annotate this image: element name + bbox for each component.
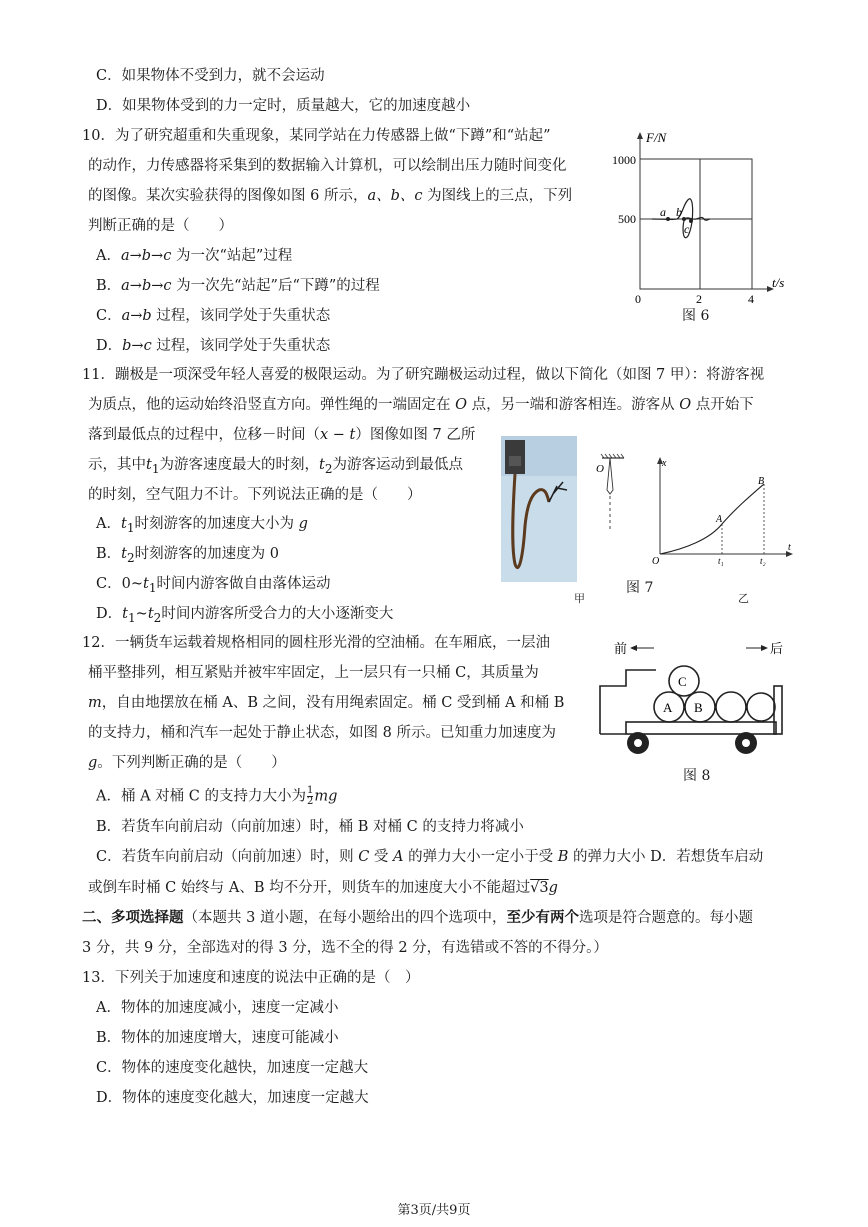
q11-option-c: C．$0\sim t_1$时间内游客做自由落体运动 — [96, 576, 331, 595]
page-footer: 第3页/共9页 — [397, 1203, 471, 1218]
section-2-heading-line1: 二、多项选择题（本题共 3 道小题，在每小题给出的四个选项中，至少有两个选项是符合题意的。每小题 — [82, 909, 753, 926]
fig6-x-tick-4: 4 — [748, 292, 754, 304]
q12-stem-line4: 的支持力，桶和汽车一起处于静止状态，如图 8 所示。已知重力加速度为 — [88, 725, 556, 741]
q13-stem: 13．下列关于加速度和速度的说法中正确的是（ ） — [82, 970, 420, 986]
fig7-ceiling-hatch — [601, 454, 624, 458]
fig7-axis-t-label: t — [788, 542, 791, 553]
q12-stem-line2: 桶平整排列，相互紧贴并被牢牢固定，上一层只有一只桶 C，其质量为 — [88, 665, 539, 681]
q9-option-d: D．如果物体受到的力一定时，质量越大，它的加速度越小 — [96, 98, 471, 114]
figure-8-truck-diagram — [596, 636, 790, 760]
q12-option-a: A．桶 A 对桶 C 的支持力大小为 $\frac{1}{2}$ mg — [96, 785, 338, 807]
fig7-t1-label: t₁ — [718, 556, 724, 566]
q12-option-d-continued: 或倒车时桶 C 始终与 A、B 均不分开，则货车的加速度大小不能超过√3g — [88, 880, 558, 896]
fig6-point-c — [689, 219, 693, 223]
section-2-heading-line2: 3 分，共 9 分，全部选对的得 3 分，选不全的得 2 分，有选错或不答的不得分。） — [82, 940, 608, 956]
q12-option-c: C．若货车向前启动（向前加速）时，则 C 受 A 的弹力大小一定小于受 B 的弹力大小 D．若想货车启动 — [96, 849, 764, 865]
fig6-origin: 0 — [635, 292, 641, 304]
q11-stem-line2: 为质点，他的运动始终沿竖直方向。弹性绳的一端固定在 O 点，另一端和游客相连。游客从 O 点开始下 — [88, 397, 754, 413]
fig7-t2-label: t₂ — [760, 556, 766, 566]
fig8-cab — [600, 670, 656, 734]
q9-option-c: C．如果物体不受到力，就不会运动 — [96, 68, 325, 84]
fig6-label-c: c — [684, 222, 690, 236]
fraction-one-half: $\frac{1}{2}$ — [306, 785, 314, 807]
fig8-label-a: A — [663, 700, 673, 715]
fig7-origin-label: O — [652, 556, 660, 566]
fig6-label-b: b — [676, 205, 682, 219]
fig8-label-b: B — [694, 700, 703, 715]
fig6-x-label: t/s — [772, 275, 785, 290]
fig8-front-label: 前 — [614, 641, 628, 656]
fig8-label-c: C — [678, 674, 687, 689]
q10-option-d: D．b→c 过程，该同学处于失重状态 — [96, 338, 331, 354]
figure-7-jia-diagram — [590, 452, 630, 532]
fig8-barrel-3 — [716, 692, 746, 722]
q10-stem-line4: 判断正确的是（ ） — [88, 218, 233, 234]
q12-stem-line1: 12．一辆货车运载着规格相同的圆柱形光滑的空油桶。在车厢底，一层油 — [82, 635, 550, 651]
figure-7-photo — [501, 436, 577, 582]
fig8-barrel-4 — [747, 693, 775, 721]
q12-stem-line3: m，自由地摆放在桶 A、B 之间，没有用绳索固定。桶 C 受到桶 A 和桶 B — [88, 695, 565, 711]
fig7-cord-loop — [607, 458, 613, 494]
q12-option-b: B．若货车向前启动（向前加速）时，桶 B 对桶 C 的支持力将减小 — [96, 819, 524, 835]
fig8-front-wheel-hub — [634, 739, 642, 747]
fig6-y-tick-500: 500 — [618, 212, 636, 226]
q10-option-b: B．a→b→c 为一次先“站起”后“下蹲”的过程 — [96, 278, 380, 294]
fig7-photo-platform-detail — [509, 456, 521, 466]
q10-option-c: C．a→b 过程，该同学处于失重状态 — [96, 308, 331, 324]
figure-7-yi-graph — [650, 454, 796, 566]
fig7-curve — [660, 484, 764, 554]
q10-stem-line1: 10．为了研究超重和失重现象，某同学站在力传感器上做“下蹲”和“站起” — [82, 128, 551, 144]
q13-option-b: B．物体的加速度增大，速度可能减小 — [96, 1030, 339, 1046]
fig8-front-arrowhead — [630, 645, 637, 651]
figure-8-caption: 图 8 — [683, 768, 711, 784]
fig7-point-b-label: B — [758, 476, 765, 487]
fig6-y-tick-1000: 1000 — [612, 153, 636, 167]
fig8-back-arrowhead — [761, 645, 768, 651]
figure-7-yi-label: 乙 — [738, 592, 749, 605]
q11-option-d: D．$t_1\sim t_2$时间内游客所受合力的大小逐渐变大 — [96, 606, 394, 625]
q11-stem-line5: 的时刻，空气阻力不计。下列说法正确的是（ ） — [88, 487, 422, 503]
fig7-o-label: O — [596, 463, 604, 475]
q10-option-a: A．a→b→c 为一次“站起”过程 — [96, 248, 293, 264]
fig8-back-label: 后 — [770, 641, 784, 656]
q11-stem-line3: 落到最低点的过程中，位移－时间（x − t）图像如图 7 乙所 — [88, 427, 476, 443]
q13-option-c: C．物体的速度变化越快，加速度一定越大 — [96, 1060, 369, 1076]
fig8-bed — [626, 722, 776, 734]
q12-stem-line5: g。下列判断正确的是（ ） — [88, 755, 286, 771]
q11-option-b: B．$t_2$时刻游客的加速度为 0 — [96, 546, 280, 565]
q10-stem-line3: 的图像。某次实验获得的图像如图 6 所示，a、b、c 为图线上的三点，下列 — [88, 188, 573, 204]
fig6-y-label: F/N — [646, 130, 667, 145]
fig6-y-arrow — [637, 132, 643, 139]
q11-option-a: A．$t_1$时刻游客的加速度大小为 g — [96, 516, 308, 535]
fig7-axis-x-label: x — [662, 458, 667, 469]
fig6-point-b — [682, 217, 686, 221]
q11-stem-line4: 示，其中$t_1$为游客速度最大的时刻，$t_2$为游客运动到最低点 — [88, 457, 464, 476]
q10-stem-line2: 的动作，力传感器将采集到的数据输入计算机，可以绘制出压力随时间变化 — [88, 158, 567, 174]
figure-6-caption: 图 6 — [682, 308, 710, 324]
q13-option-a: A．物体的加速度减小，速度一定减小 — [96, 1000, 339, 1016]
fig6-label-a: a — [660, 205, 666, 219]
fig6-point-a — [666, 217, 670, 221]
figure-6-force-time-graph — [612, 124, 802, 304]
q11-stem-line1: 11．蹦极是一项深受年轻人喜爱的极限运动。为了研究蹦极运动过程，做以下简化（如图 7 甲）：将游客视 — [82, 367, 765, 383]
fig7-point-a-label: A — [716, 514, 723, 525]
fig8-rear-wheel-hub — [742, 739, 750, 747]
figure-7-jia-label: 甲 — [574, 592, 585, 605]
q13-option-d: D．物体的速度变化越大，加速度一定越大 — [96, 1090, 369, 1106]
fig6-frame — [640, 159, 752, 289]
fig6-x-tick-2: 2 — [696, 292, 702, 304]
figure-7-caption: 图 7 — [626, 580, 654, 596]
